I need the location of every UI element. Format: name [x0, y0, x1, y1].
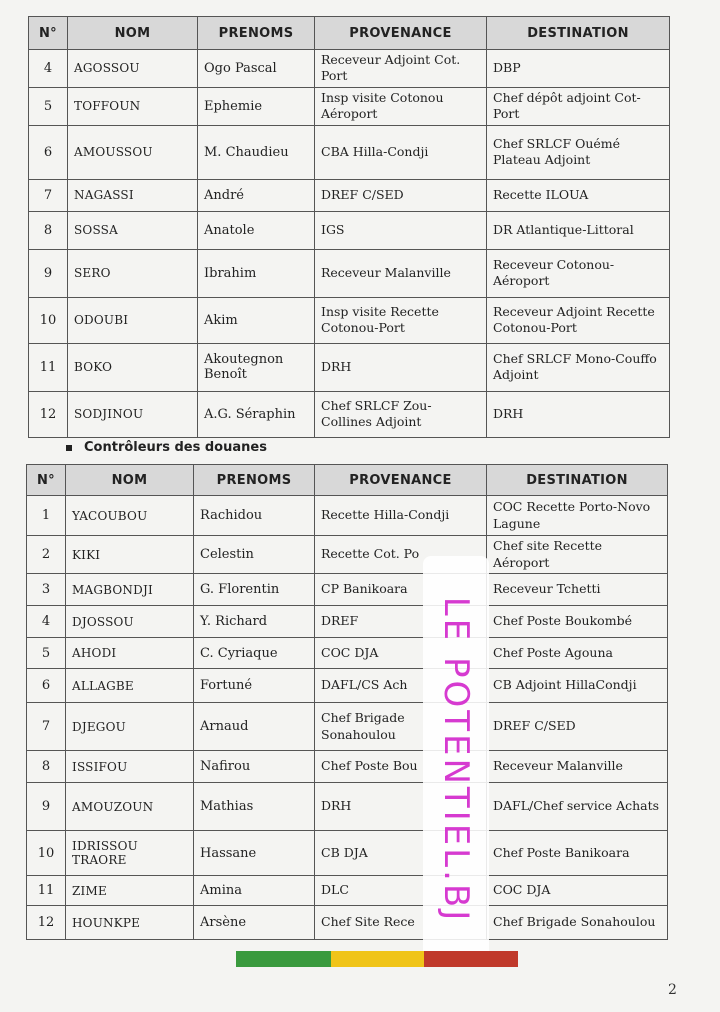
cell-destination: Chef Brigade Sonahoulou — [487, 906, 668, 940]
header-provenance: PROVENANCE — [315, 17, 487, 50]
cell-destination: Chef SRLCF Mono-Couffo Adjoint — [487, 343, 670, 391]
cell-prenoms: C. Cyriaque — [194, 638, 315, 669]
cell-provenance: IGS — [315, 211, 487, 249]
cell-destination: COC Recette Porto-Novo Lagune — [487, 496, 668, 536]
section-heading — [66, 440, 267, 455]
cell-nom: HOUNKPE — [66, 906, 194, 940]
cell-prenoms: Akoutegnon Benoît — [198, 343, 315, 391]
table-header-row — [29, 17, 670, 50]
cell-provenance: Chef Brigade Sonahoulou — [315, 703, 487, 751]
cell-destination: COC DJA — [487, 876, 668, 906]
table-row — [29, 391, 670, 437]
table-row — [27, 606, 668, 638]
table-row — [27, 574, 668, 606]
cell-destination: DRH — [487, 391, 670, 437]
cell-destination: Chef Poste Agouna — [487, 638, 668, 669]
table-row — [27, 783, 668, 831]
cell-nom: ISSIFOU — [66, 751, 194, 783]
cell-prenoms: Ibrahim — [198, 249, 315, 297]
cell-prenoms: Nafirou — [194, 751, 315, 783]
cell-provenance: CB DJA — [315, 831, 487, 876]
cell-nom: AMOUSSOU — [68, 125, 198, 179]
cell-provenance: Receveur Adjoint Cot. Port — [315, 50, 487, 88]
cell-prenoms: André — [198, 179, 315, 211]
cell-nom: SOSSA — [68, 211, 198, 249]
flag-stripe-green — [236, 951, 331, 967]
controllers-table — [26, 464, 668, 940]
cell-nom: SERO — [68, 249, 198, 297]
table-row — [27, 831, 668, 876]
cell-num: 11 — [29, 343, 68, 391]
table-row — [29, 179, 670, 211]
table-row — [27, 751, 668, 783]
cell-provenance: DRH — [315, 343, 487, 391]
cell-num: 12 — [27, 906, 66, 940]
cell-prenoms: M. Chaudieu — [198, 125, 315, 179]
table-row — [27, 906, 668, 940]
cell-destination: Receveur Tchetti — [487, 574, 668, 606]
cell-nom: DJOSSOU — [66, 606, 194, 638]
cell-nom: ZIME — [66, 876, 194, 906]
cell-provenance: DREF C/SED — [315, 179, 487, 211]
table-row — [27, 536, 668, 574]
table-row — [29, 249, 670, 297]
cell-provenance: DLC — [315, 876, 487, 906]
cell-provenance: Insp visite Recette Cotonou-Port — [315, 297, 487, 343]
bullet-icon — [66, 445, 72, 451]
cell-num: 12 — [29, 391, 68, 437]
header-nom: NOM — [66, 465, 194, 496]
cell-prenoms: A.G. Séraphin — [198, 391, 315, 437]
table-row — [29, 125, 670, 179]
cell-num: 8 — [27, 751, 66, 783]
cell-prenoms: Fortuné — [194, 669, 315, 703]
table-header-row — [27, 465, 668, 496]
cell-prenoms: G. Florentin — [194, 574, 315, 606]
header-num: N° — [27, 465, 66, 496]
cell-nom: ODOUBI — [68, 297, 198, 343]
header-num: N° — [29, 17, 68, 50]
cell-num: 5 — [27, 638, 66, 669]
table-row — [27, 638, 668, 669]
cell-nom: TOFFOUN — [68, 87, 198, 125]
watermark-text: LE POTENTIEL.BJ — [436, 596, 476, 924]
cell-provenance: Insp visite Cotonou Aéroport — [315, 87, 487, 125]
cell-num: 11 — [27, 876, 66, 906]
cell-provenance: DRH — [315, 783, 487, 831]
table-row — [29, 343, 670, 391]
cell-prenoms: Akim — [198, 297, 315, 343]
cell-destination: DREF C/SED — [487, 703, 668, 751]
cell-destination: Chef dépôt adjoint Cot-Port — [487, 87, 670, 125]
cell-num: 3 — [27, 574, 66, 606]
cell-destination: Receveur Adjoint Recette Cotonou-Port — [487, 297, 670, 343]
cell-prenoms: Y. Richard — [194, 606, 315, 638]
cell-provenance: Chef Site Rece — [315, 906, 487, 940]
cell-destination: Chef Poste Boukombé — [487, 606, 668, 638]
header-destination: DESTINATION — [487, 17, 670, 50]
header-prenoms: PRENOMS — [198, 17, 315, 50]
cell-nom: BOKO — [68, 343, 198, 391]
cell-num: 8 — [29, 211, 68, 249]
cell-provenance: Recette Hilla-Condji — [315, 496, 487, 536]
cell-prenoms: Hassane — [194, 831, 315, 876]
cell-destination: DR Atlantique-Littoral — [487, 211, 670, 249]
cell-prenoms: Ogo Pascal — [198, 50, 315, 88]
cell-nom: SODJINOU — [68, 391, 198, 437]
cell-num: 6 — [29, 125, 68, 179]
cell-prenoms: Arsène — [194, 906, 315, 940]
cell-num: 4 — [27, 606, 66, 638]
cell-num: 9 — [27, 783, 66, 831]
cell-destination: Receveur Malanville — [487, 751, 668, 783]
page-number: 2 — [668, 982, 677, 998]
header-nom: NOM — [68, 17, 198, 50]
cell-provenance: CBA Hilla-Condji — [315, 125, 487, 179]
table-row — [29, 211, 670, 249]
cell-provenance: COC DJA — [315, 638, 487, 669]
cell-num: 1 — [27, 496, 66, 536]
cell-nom: KIKI — [66, 536, 194, 574]
cell-nom: YACOUBOU — [66, 496, 194, 536]
cell-provenance: CP Banikoara — [315, 574, 487, 606]
flag-stripe-red — [424, 951, 518, 967]
cell-prenoms: Rachidou — [194, 496, 315, 536]
section-title: Contrôleurs des douanes — [84, 440, 267, 455]
table-row — [29, 87, 670, 125]
cell-destination: Chef site Recette Aéroport — [487, 536, 668, 574]
header-destination: DESTINATION — [487, 465, 668, 496]
cell-destination: Receveur Cotonou-Aéroport — [487, 249, 670, 297]
cell-num: 5 — [29, 87, 68, 125]
cell-destination: Chef Poste Banikoara — [487, 831, 668, 876]
cell-num: 7 — [27, 703, 66, 751]
cell-nom: AGOSSOU — [68, 50, 198, 88]
cell-provenance: Receveur Malanville — [315, 249, 487, 297]
cell-prenoms: Mathias — [194, 783, 315, 831]
table-row — [29, 297, 670, 343]
cell-nom: AHODI — [66, 638, 194, 669]
cell-provenance: Chef SRLCF Zou-Collines Adjoint — [315, 391, 487, 437]
cell-nom: DJEGOU — [66, 703, 194, 751]
table-row — [27, 876, 668, 906]
header-provenance: PROVENANCE — [315, 465, 487, 496]
table-row — [27, 703, 668, 751]
cell-num: 7 — [29, 179, 68, 211]
cell-destination: Chef SRLCF Ouémé Plateau Adjoint — [487, 125, 670, 179]
cell-num: 4 — [29, 50, 68, 88]
cell-destination: CB Adjoint HillaCondji — [487, 669, 668, 703]
cell-provenance: Recette Cot. Po — [315, 536, 487, 574]
cell-num: 2 — [27, 536, 66, 574]
table-row — [27, 669, 668, 703]
cell-num: 10 — [27, 831, 66, 876]
cell-prenoms: Celestin — [194, 536, 315, 574]
cell-num: 6 — [27, 669, 66, 703]
cell-nom: ALLAGBE — [66, 669, 194, 703]
inspectors-table — [28, 16, 670, 438]
cell-num: 9 — [29, 249, 68, 297]
cell-provenance: DREF — [315, 606, 487, 638]
cell-provenance: Chef Poste Bou — [315, 751, 487, 783]
cell-provenance: DAFL/CS Ach — [315, 669, 487, 703]
cell-destination: Recette ILOUA — [487, 179, 670, 211]
cell-destination: DAFL/Chef service Achats — [487, 783, 668, 831]
cell-nom: AMOUZOUN — [66, 783, 194, 831]
cell-destination: DBP — [487, 50, 670, 88]
table-row — [29, 50, 670, 88]
cell-prenoms: Amina — [194, 876, 315, 906]
table-row — [27, 496, 668, 536]
cell-prenoms: Ephemie — [198, 87, 315, 125]
cell-nom: MAGBONDJI — [66, 574, 194, 606]
flag-stripe-yellow — [331, 951, 424, 967]
cell-nom: NAGASSI — [68, 179, 198, 211]
cell-nom: IDRISSOU TRAORE — [66, 831, 194, 876]
header-prenoms: PRENOMS — [194, 465, 315, 496]
cell-prenoms: Anatole — [198, 211, 315, 249]
cell-prenoms: Arnaud — [194, 703, 315, 751]
cell-num: 10 — [29, 297, 68, 343]
